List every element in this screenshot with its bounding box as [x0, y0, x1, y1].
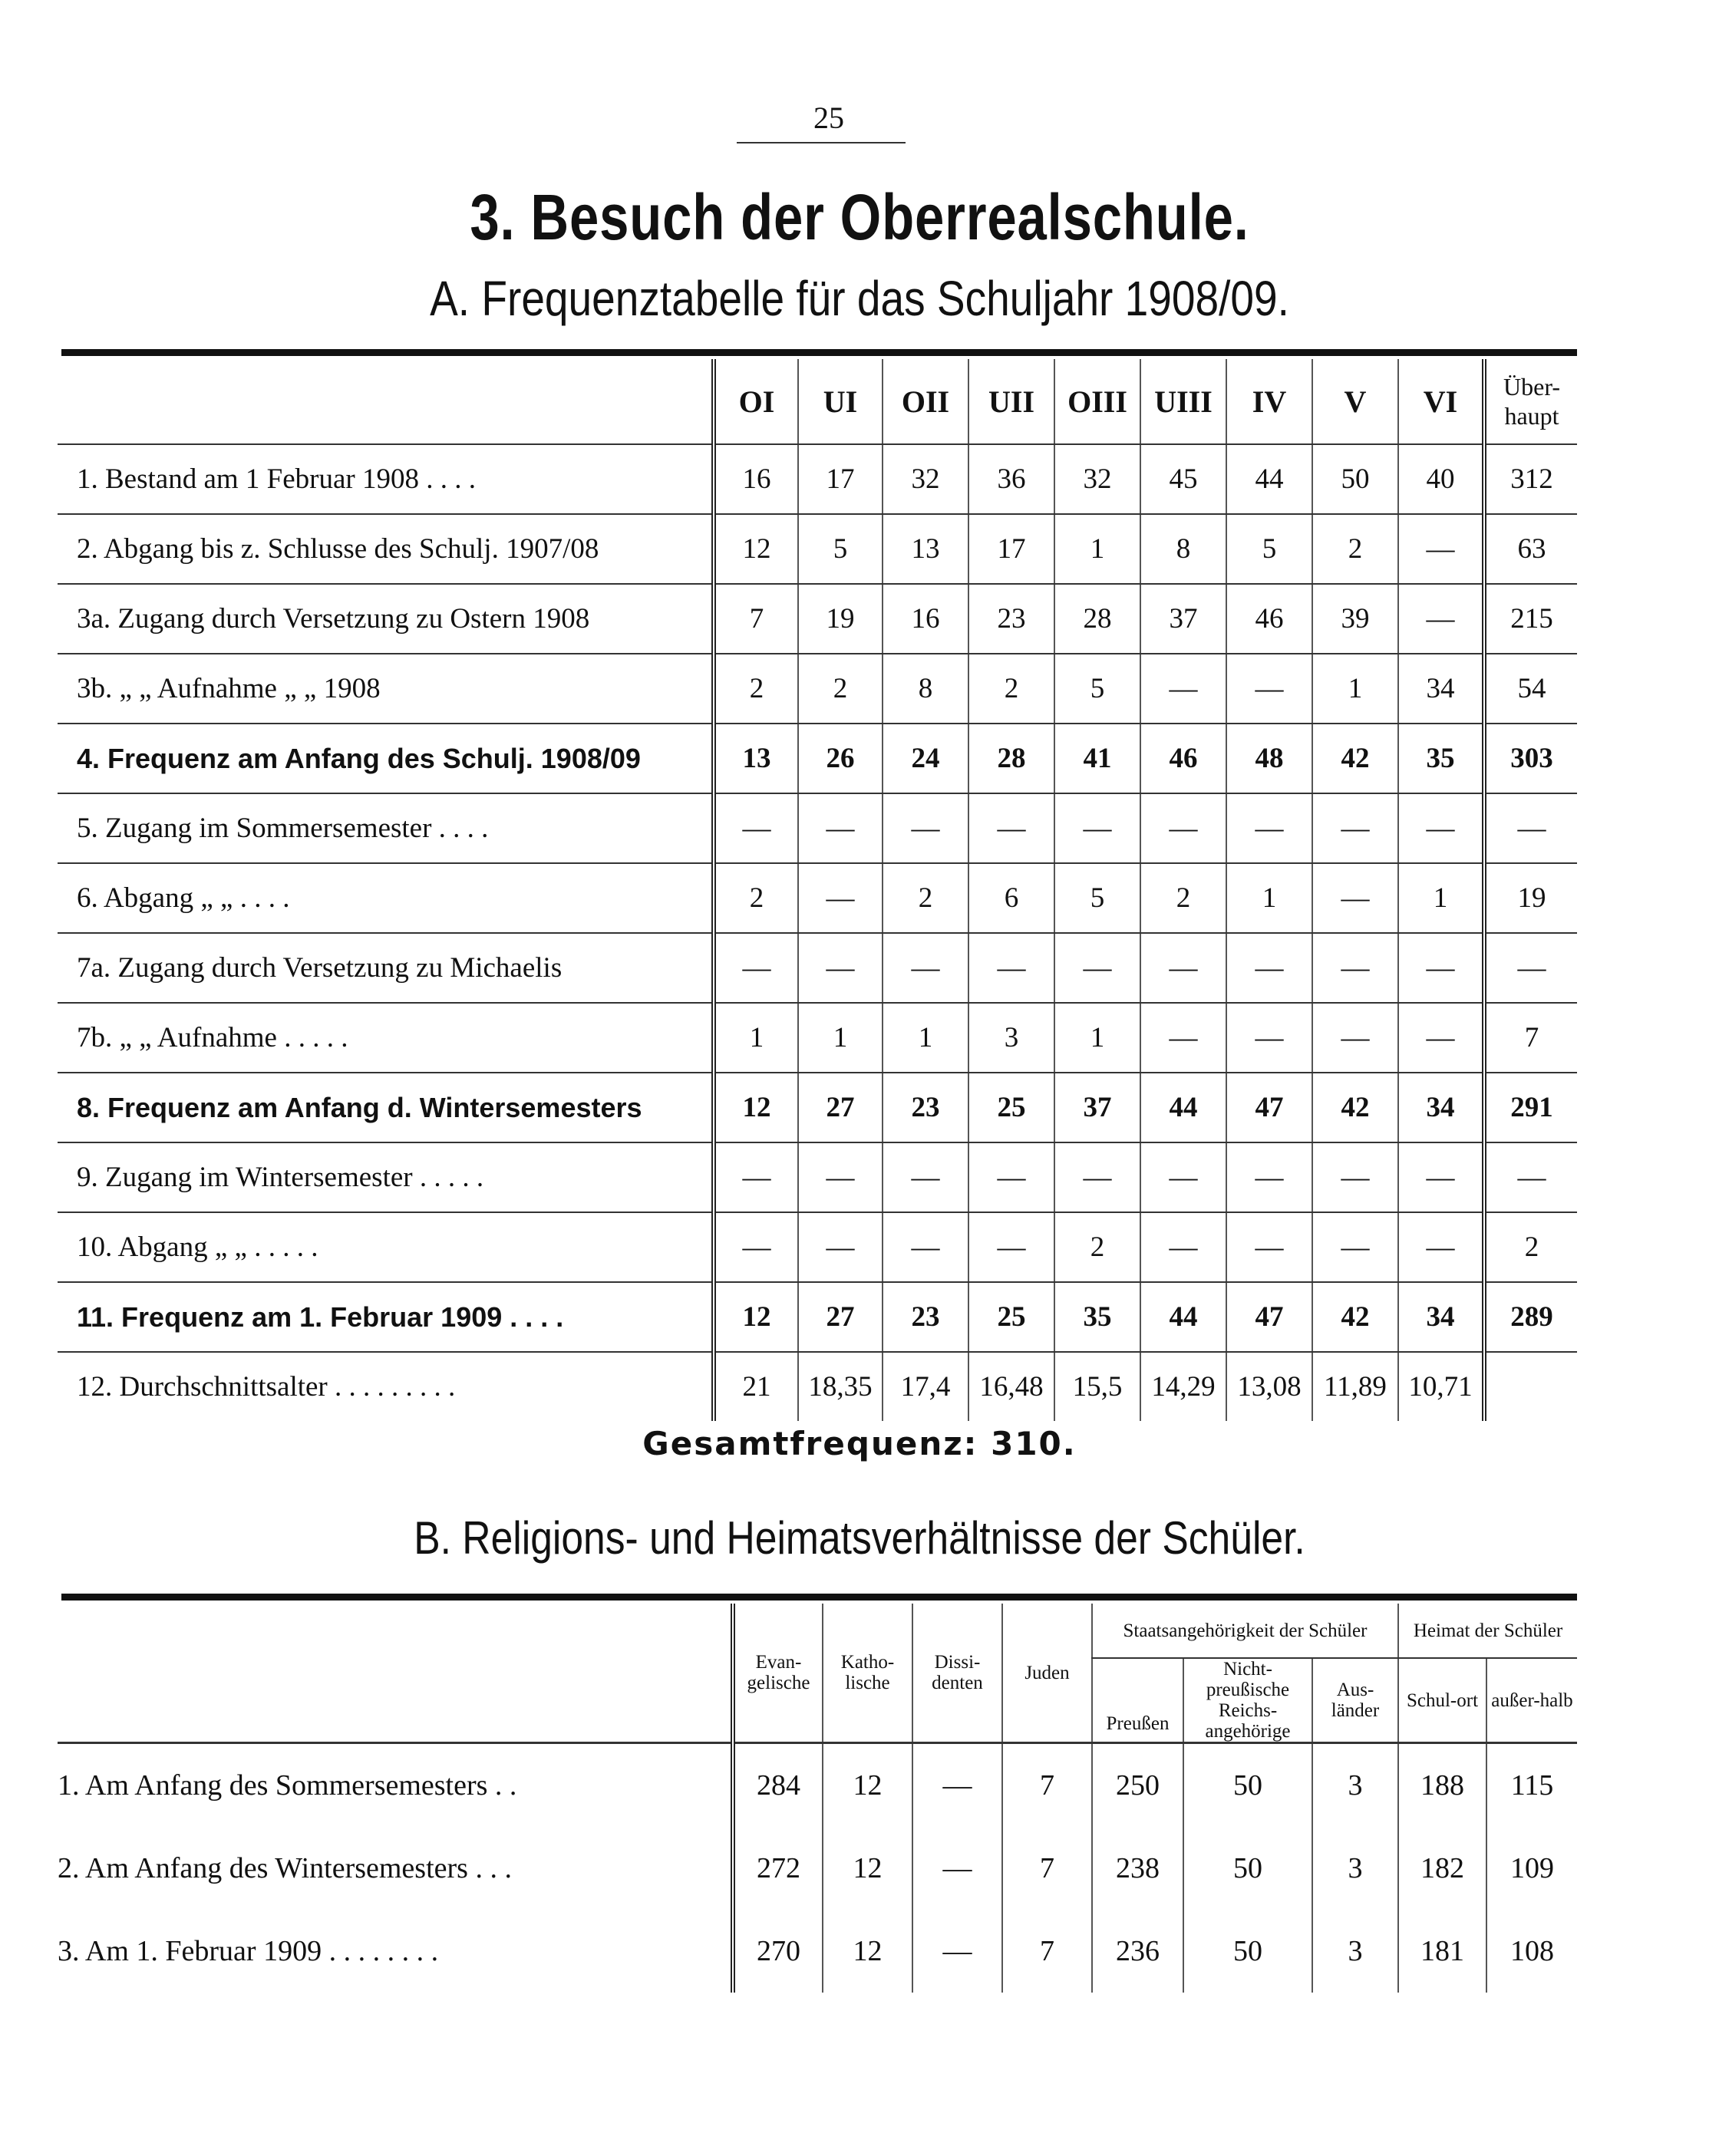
table-cell: 238: [1092, 1827, 1183, 1910]
table-cell: —: [798, 1212, 883, 1282]
header-preussen: Preußen: [1092, 1658, 1183, 1743]
table-cell: 13,08: [1226, 1352, 1312, 1421]
header-dissidenten: Dissi-denten: [912, 1604, 1002, 1743]
table-cell: 39: [1312, 584, 1398, 654]
table-cell: 12: [714, 514, 798, 584]
table-cell: —: [1226, 1212, 1312, 1282]
row-label: 2. Am Anfang des Wintersemesters . . .: [58, 1852, 512, 1884]
table-cell: 14,29: [1140, 1352, 1226, 1421]
table-row: [58, 1910, 1577, 1993]
table-cell: 44: [1226, 444, 1312, 514]
total-cell: 63: [1484, 514, 1577, 584]
row-label: 7b. „ „ Aufnahme . . . . .: [58, 1003, 714, 1073]
table-cell: 17: [798, 444, 883, 514]
table-cell: 2: [1054, 1212, 1140, 1282]
page-title: 3. Besuch der Oberrealschule.: [470, 181, 1249, 253]
section-a-subtitle: A. Frequenztabelle für das Schuljahr 1908/09.: [430, 271, 1289, 326]
table-cell: —: [1398, 793, 1484, 863]
column-header-overall: [1484, 359, 1577, 444]
table-cell: 17: [968, 514, 1054, 584]
table-cell: 1: [1054, 514, 1140, 584]
table-cell: 25: [968, 1282, 1054, 1352]
table-cell: —: [798, 1142, 883, 1212]
table-cell: 108: [1486, 1910, 1577, 1993]
table-cell: —: [1140, 1212, 1226, 1282]
table-row: [58, 1003, 1577, 1073]
table-cell: 24: [883, 724, 968, 793]
total-cell: 312: [1484, 444, 1577, 514]
table-cell: —: [883, 933, 968, 1003]
table-row: [58, 444, 1577, 514]
table-cell: 1: [1054, 1003, 1140, 1073]
row-label: 12. Durchschnittsalter . . . . . . . . .: [77, 1371, 456, 1403]
table-cell: —: [1312, 863, 1398, 933]
table-cell: 37: [1140, 584, 1226, 654]
table-cell: 23: [883, 1282, 968, 1352]
frequency-table: [58, 359, 1577, 1421]
row-label: 5. Zugang im Sommersemester . . . .: [58, 793, 714, 863]
table-cell: 23: [968, 584, 1054, 654]
table-cell: 42: [1312, 724, 1398, 793]
overall-label-line2: haupt: [1504, 402, 1559, 430]
table-cell: 16: [714, 444, 798, 514]
table-cell: 8: [1140, 514, 1226, 584]
table-row: [58, 1073, 1577, 1142]
table-cell: 23: [883, 1073, 968, 1142]
table-cell: 1: [1398, 863, 1484, 933]
column-header: V: [1312, 359, 1398, 444]
table-cell: 7: [714, 584, 798, 654]
table-cell: 27: [798, 1282, 883, 1352]
table-cell: 50: [1312, 444, 1398, 514]
table-cell: —: [968, 1212, 1054, 1282]
table-cell: —: [1140, 793, 1226, 863]
table-cell: 3: [968, 1003, 1054, 1073]
header-heimat: Heimat der Schüler: [1398, 1604, 1577, 1658]
total-frequency: Gesamtfrequenz: 310.: [642, 1425, 1077, 1462]
table-cell: 236: [1092, 1910, 1183, 1993]
row-label: 10. Abgang „ „ . . . . .: [58, 1212, 714, 1282]
table-cell: 34: [1398, 654, 1484, 724]
total-cell: 289: [1484, 1282, 1577, 1352]
header-schulort: Schul-ort: [1398, 1658, 1486, 1743]
row-label: 1. Bestand am 1 Februar 1908 . . . .: [58, 444, 714, 514]
table-cell: —: [1312, 793, 1398, 863]
table-cell: —: [883, 1142, 968, 1212]
table-cell: 50: [1183, 1910, 1312, 1993]
table-cell: 188: [1398, 1743, 1486, 1828]
table-cell: 1: [883, 1003, 968, 1073]
table-row: [58, 793, 1577, 863]
table-cell: 6: [968, 863, 1054, 933]
table-cell: 15,5: [1054, 1352, 1140, 1421]
table-cell: 5: [798, 514, 883, 584]
table-cell: 25: [968, 1073, 1054, 1142]
table-cell: 18,35: [798, 1352, 883, 1421]
table-cell: 44: [1140, 1073, 1226, 1142]
table-cell: 34: [1398, 1282, 1484, 1352]
header-evangelische: Evan-gelische: [733, 1604, 823, 1743]
table-cell: —: [1226, 933, 1312, 1003]
table-cell: 7: [1002, 1910, 1092, 1993]
table-cell: —: [968, 1142, 1054, 1212]
table-cell: 27: [798, 1073, 883, 1142]
table-cell: 2: [883, 863, 968, 933]
table-cell: 10,71: [1398, 1352, 1484, 1421]
table-cell: 3: [1312, 1827, 1398, 1910]
table-cell: —: [968, 933, 1054, 1003]
table-cell: 32: [883, 444, 968, 514]
row-label: 11. Frequenz am 1. Februar 1909 . . . .: [58, 1282, 714, 1352]
table-cell: 28: [1054, 584, 1140, 654]
table-cell: 1: [1226, 863, 1312, 933]
table-row: [58, 584, 1577, 654]
table-cell: —: [1398, 1212, 1484, 1282]
table-cell: 181: [1398, 1910, 1486, 1993]
table-cell: 17,4: [883, 1352, 968, 1421]
total-cell: —: [1484, 793, 1577, 863]
table-cell: 5: [1226, 514, 1312, 584]
table-cell: 42: [1312, 1282, 1398, 1352]
table-row: [58, 1743, 1577, 1828]
table-cell: 50: [1183, 1743, 1312, 1828]
row-label: 3a. Zugang durch Versetzung zu Ostern 1908: [58, 584, 714, 654]
table-cell: 50: [1183, 1827, 1312, 1910]
table-a-top-rule: [61, 349, 1577, 356]
table-cell: 41: [1054, 724, 1140, 793]
total-cell: 54: [1484, 654, 1577, 724]
row-label: 9. Zugang im Wintersemester . . . . .: [58, 1142, 714, 1212]
table-row: [58, 1352, 1577, 1421]
table-cell: 5: [1054, 863, 1140, 933]
table-cell: 12: [714, 1073, 798, 1142]
table-cell: 46: [1226, 584, 1312, 654]
table-cell: 48: [1226, 724, 1312, 793]
column-header: OI: [714, 359, 798, 444]
table-cell: 1: [714, 1003, 798, 1073]
table-cell: —: [714, 793, 798, 863]
table-cell: —: [968, 793, 1054, 863]
section-b-subtitle: B. Religions- und Heimatsverhältnisse der Schüler.: [414, 1512, 1305, 1564]
table-cell: 47: [1226, 1282, 1312, 1352]
header-staatsangehoerigkeit: Staatsangehörigkeit der Schüler: [1092, 1604, 1398, 1658]
row-label: 8. Frequenz am Anfang d. Wintersemesters: [58, 1073, 714, 1142]
table-cell: —: [1398, 514, 1484, 584]
table-cell: —: [1140, 933, 1226, 1003]
row-label: 4. Frequenz am Anfang des Schulj. 1908/09: [58, 724, 714, 793]
table-cell: 2: [1140, 863, 1226, 933]
table-cell: —: [1312, 1142, 1398, 1212]
table-cell: —: [912, 1910, 1002, 1993]
table-cell: 272: [733, 1827, 823, 1910]
table-cell: 42: [1312, 1073, 1398, 1142]
table-cell: 13: [883, 514, 968, 584]
total-cell: 303: [1484, 724, 1577, 793]
table-cell: —: [714, 1142, 798, 1212]
table-cell: 47: [1226, 1073, 1312, 1142]
table-cell: —: [1398, 1003, 1484, 1073]
table-b-corner: [58, 1604, 733, 1743]
table-row: [58, 654, 1577, 724]
table-cell: 2: [798, 654, 883, 724]
table-cell: 109: [1486, 1827, 1577, 1910]
table-cell: —: [1226, 1003, 1312, 1073]
row-label: 7a. Zugang durch Versetzung zu Michaelis: [58, 933, 714, 1003]
table-cell: 2: [714, 863, 798, 933]
table-row: [58, 724, 1577, 793]
table-cell: 13: [714, 724, 798, 793]
table-cell: 250: [1092, 1743, 1183, 1828]
total-cell: 215: [1484, 584, 1577, 654]
header-juden: Juden: [1002, 1604, 1092, 1743]
table-row: [58, 1282, 1577, 1352]
religion-home-table: [58, 1604, 1577, 1993]
column-header: OIII: [1054, 359, 1140, 444]
table-cell: 40: [1398, 444, 1484, 514]
table-cell: —: [1312, 933, 1398, 1003]
header-katholische: Katho-lische: [823, 1604, 912, 1743]
table-cell: 5: [1054, 654, 1140, 724]
table-cell: 46: [1140, 724, 1226, 793]
table-b-top-rule: [61, 1594, 1577, 1601]
table-row: [58, 1142, 1577, 1212]
table-cell: —: [1140, 1003, 1226, 1073]
table-cell: 35: [1398, 724, 1484, 793]
table-cell: —: [1054, 793, 1140, 863]
table-a-corner: [58, 359, 714, 444]
table-row: [58, 863, 1577, 933]
table-cell: 44: [1140, 1282, 1226, 1352]
table-cell: 21: [714, 1352, 798, 1421]
row-label: 6. Abgang „ „ . . . .: [58, 863, 714, 933]
table-cell: —: [714, 933, 798, 1003]
table-cell: —: [1226, 1142, 1312, 1212]
table-cell: —: [798, 933, 883, 1003]
column-header: OII: [883, 359, 968, 444]
total-cell: —: [1484, 1142, 1577, 1212]
header-ausserhalb: außer-halb: [1486, 1658, 1577, 1743]
table-cell: 12: [823, 1910, 912, 1993]
table-cell: 16: [883, 584, 968, 654]
table-cell: 28: [968, 724, 1054, 793]
total-cell: 291: [1484, 1073, 1577, 1142]
table-cell: 3: [1312, 1743, 1398, 1828]
table-cell: 7: [1002, 1743, 1092, 1828]
table-cell: —: [912, 1743, 1002, 1828]
table-cell: 37: [1054, 1073, 1140, 1142]
table-cell: —: [798, 863, 883, 933]
table-cell: —: [1054, 1142, 1140, 1212]
table-cell: 182: [1398, 1827, 1486, 1910]
row-label: 3. Am 1. Februar 1909 . . . . . . . .: [58, 1935, 439, 1967]
table-cell: 12: [714, 1282, 798, 1352]
table-cell: —: [1140, 654, 1226, 724]
table-cell: 32: [1054, 444, 1140, 514]
table-cell: 34: [1398, 1073, 1484, 1142]
table-cell: 16,48: [968, 1352, 1054, 1421]
table-cell: 115: [1486, 1743, 1577, 1828]
table-cell: —: [1398, 1142, 1484, 1212]
column-header: IV: [1226, 359, 1312, 444]
total-cell: 2: [1484, 1212, 1577, 1282]
table-cell: 7: [1002, 1827, 1092, 1910]
table-row: [58, 933, 1577, 1003]
table-cell: 3: [1312, 1910, 1398, 1993]
table-cell: —: [1398, 584, 1484, 654]
table-cell: 8: [883, 654, 968, 724]
table-cell: —: [1226, 654, 1312, 724]
table-cell: —: [883, 793, 968, 863]
table-row: [58, 1212, 1577, 1282]
table-cell: —: [1226, 793, 1312, 863]
table-cell: 12: [823, 1743, 912, 1828]
total-cell: —: [1484, 933, 1577, 1003]
table-cell: 1: [1312, 654, 1398, 724]
table-cell: 11,89: [1312, 1352, 1398, 1421]
column-header: UII: [968, 359, 1054, 444]
table-cell: 2: [968, 654, 1054, 724]
table-cell: 35: [1054, 1282, 1140, 1352]
row-label: 2. Abgang bis z. Schlusse des Schulj. 1907/08: [58, 514, 714, 584]
table-cell: —: [1312, 1003, 1398, 1073]
table-cell: 284: [733, 1743, 823, 1828]
table-cell: 36: [968, 444, 1054, 514]
table-cell: —: [912, 1827, 1002, 1910]
table-cell: 2: [1312, 514, 1398, 584]
table-cell: —: [798, 793, 883, 863]
table-cell: 270: [733, 1910, 823, 1993]
table-cell: 26: [798, 724, 883, 793]
table-cell: —: [1312, 1212, 1398, 1282]
table-cell: 2: [714, 654, 798, 724]
table-row: [58, 1827, 1577, 1910]
overall-label-line1: Über-: [1503, 373, 1560, 401]
table-cell: —: [714, 1212, 798, 1282]
table-cell: 1: [798, 1003, 883, 1073]
total-cell: 19: [1484, 863, 1577, 933]
table-cell: 45: [1140, 444, 1226, 514]
column-header: UIII: [1140, 359, 1226, 444]
column-header: UI: [798, 359, 883, 444]
column-header: VI: [1398, 359, 1484, 444]
total-cell: 7: [1484, 1003, 1577, 1073]
page-number: 25: [813, 101, 844, 135]
row-label: 3b. „ „ Aufnahme „ „ 1908: [58, 654, 714, 724]
total-cell: [1484, 1352, 1577, 1421]
table-cell: 12: [823, 1827, 912, 1910]
table-cell: —: [883, 1212, 968, 1282]
page-number-rule: [737, 142, 906, 143]
table-cell: —: [1398, 933, 1484, 1003]
header-nichtpreussische: Nicht-preußische Reichs-angehörige: [1183, 1658, 1312, 1743]
table-a-header-row: [58, 359, 1577, 444]
row-label: 1. Am Anfang des Sommersemesters . .: [58, 1769, 517, 1802]
table-cell: —: [1054, 933, 1140, 1003]
table-row: [58, 514, 1577, 584]
header-auslaender: Aus-länder: [1312, 1658, 1398, 1743]
table-cell: 19: [798, 584, 883, 654]
table-cell: —: [1140, 1142, 1226, 1212]
